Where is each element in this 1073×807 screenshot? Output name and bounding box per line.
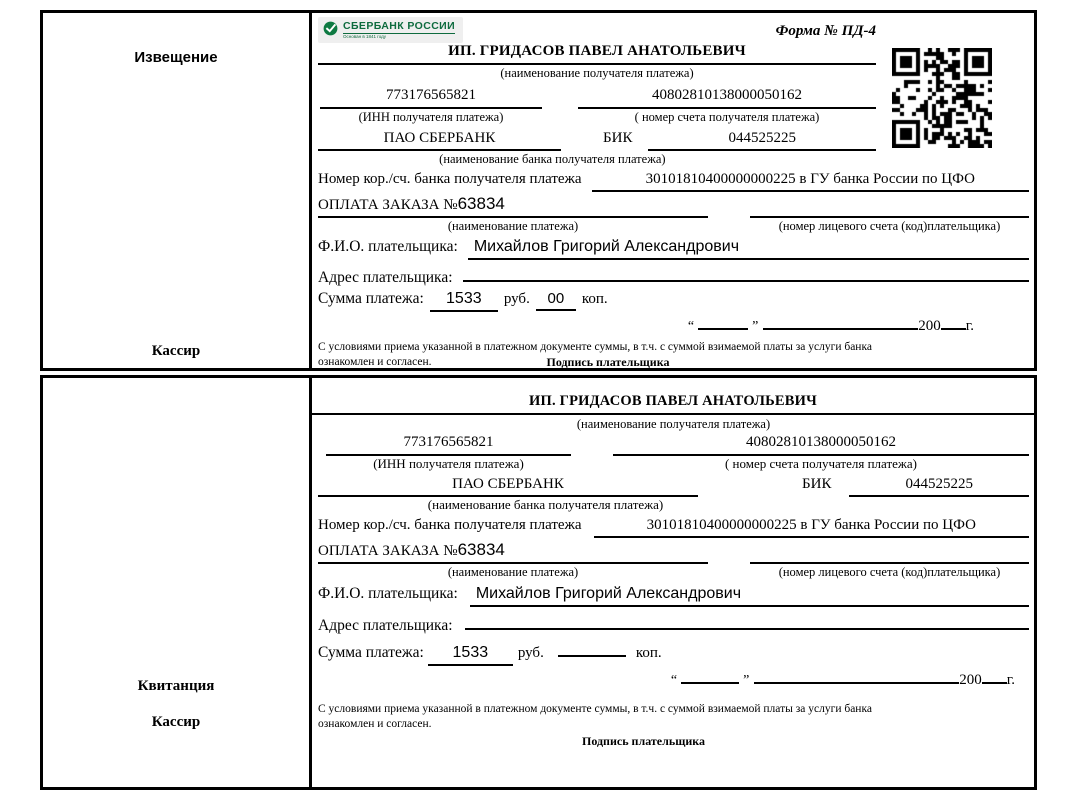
order-number: 63834 [457, 540, 505, 559]
date-year-suffix: г. [965, 318, 974, 334]
payment-name-hint: (наименование платежа) [447, 219, 579, 233]
personal-account-field [750, 198, 1029, 218]
date-day-field [681, 667, 739, 684]
bik-label: БИК [802, 476, 832, 492]
payer-name-value: Михайлов Григорий Александрович [470, 585, 1029, 607]
payer-signature-label: Подпись плательщика [582, 734, 705, 748]
recipient-bank-value: ПАО СБЕРБАНК [318, 131, 561, 151]
bik-label: БИК [603, 130, 633, 146]
receipt-stub [43, 378, 312, 787]
payer-name-label: Ф.И.О. плательщика: [318, 238, 458, 255]
date-year-field [982, 667, 1007, 684]
date-year-field [941, 313, 966, 330]
payer-signature-label: Подпись плательщика [546, 355, 670, 369]
sberbank-logo-tagline: Основан в 1841 году [343, 34, 387, 39]
corr-account-label: Номер кор./сч. банка получателя платежа [318, 517, 582, 533]
qr-code [892, 48, 992, 148]
bank-name-hint: (наименование банка получателя платежа) [439, 152, 666, 166]
payment-name-hint: (наименование платежа) [447, 565, 579, 579]
amount-rub-value: 1533 [428, 644, 513, 666]
receipt-stub-title: Квитанция [137, 678, 215, 694]
notice-form [312, 13, 1034, 368]
date-quote-close: ” [743, 673, 750, 688]
payer-address-label: Адрес плательщика: [318, 617, 453, 634]
date-month-field [754, 667, 959, 684]
date-year-prefix: 200 [959, 672, 982, 688]
account-hint: ( номер счета получателя платежа) [724, 456, 918, 471]
kop-label: коп. [635, 645, 662, 661]
agreement-line1: С условиями приема указанной в платежном документе суммы, в т.ч. с суммой взимаемой платы за услуги банка [318, 703, 872, 715]
bik-value: 044525225 [648, 131, 876, 151]
recipient-account-value: 40802810138000050162 [613, 435, 1029, 456]
date-month-field [763, 313, 918, 330]
inn-hint: (ИНН получателя платежа) [358, 110, 504, 124]
payer-address-field [465, 611, 1029, 630]
receipt-cashier-label: Кассир [151, 714, 201, 730]
agreement-line1: С условиями приема указанной в платежном документе суммы, в т.ч. с суммой взимаемой платы за услуги банка [318, 341, 872, 353]
recipient-account-value: 40802810138000050162 [578, 88, 876, 109]
payer-address-label: Адрес плательщика: [318, 269, 453, 286]
recipient-name: ИП. ГРИДАСОВ ПАВЕЛ АНАТОЛЬЕВИЧ [312, 393, 1034, 415]
rub-label: руб. [503, 291, 530, 307]
payment-purpose-label: ОПЛАТА ЗАКАЗА № [318, 543, 458, 559]
corr-account-value: 30101810400000000225 в ГУ банка России по ЦФО [594, 518, 1029, 538]
corr-account-label: Номер кор./сч. банка получателя платежа [318, 171, 582, 187]
personal-account-hint: (номер лицевого счета (код)плательщика) [778, 219, 1001, 233]
recipient-name-hint: (наименование получателя платежа) [576, 417, 771, 431]
payer-name-label: Ф.И.О. плательщика: [318, 585, 458, 602]
amount-label: Сумма платежа: [318, 644, 424, 661]
sberbank-logo-text: СБЕРБАНК РОССИИ [343, 20, 456, 32]
date-quote-open: “ [670, 673, 678, 688]
recipient-inn-value: 773176565821 [326, 435, 571, 456]
bik-value: 044525225 [849, 477, 1029, 497]
recipient-inn-value: 773176565821 [320, 88, 542, 109]
payer-name-value: Михайлов Григорий Александрович [468, 238, 1029, 260]
agreement-line2: ознакомлен и согласен. [318, 356, 432, 368]
date-day-field [698, 313, 748, 330]
corr-account-value: 30101810400000000225 в ГУ банка России по ЦФО [592, 172, 1029, 192]
payer-address-field [463, 263, 1029, 282]
recipient-name-hint: (наименование получателя платежа) [500, 66, 694, 80]
amount-kop-value: 00 [536, 290, 576, 311]
sberbank-logo [318, 17, 463, 43]
kop-label: коп. [581, 291, 608, 307]
amount-kop-field [558, 639, 626, 657]
notice-cashier-label: Кассир [151, 343, 201, 359]
form-code: Форма № ПД-4 [775, 23, 876, 39]
amount-rub-value: 1533 [430, 290, 498, 312]
date-quote-close: ” [752, 319, 759, 334]
amount-label: Сумма платежа: [318, 290, 424, 307]
receipt-section [40, 375, 1037, 790]
personal-account-field [750, 544, 1029, 564]
personal-account-hint: (номер лицевого счета (код)плательщика) [778, 565, 1001, 579]
rub-label: руб. [517, 645, 544, 661]
recipient-bank-value: ПАО СБЕРБАНК [318, 477, 698, 497]
notice-stub-title: Извещение [134, 49, 218, 66]
date-quote-open: “ [687, 319, 695, 334]
payment-purpose-label: ОПЛАТА ЗАКАЗА № [318, 197, 458, 213]
date-year-prefix: 200 [918, 318, 941, 334]
receipt-form [312, 378, 1034, 787]
bank-name-hint: (наименование банка получателя платежа) [427, 497, 664, 512]
account-hint: ( номер счета получателя платежа) [634, 110, 820, 124]
sberbank-emblem-icon [323, 21, 338, 36]
order-number: 63834 [457, 194, 505, 213]
notice-stub [43, 13, 312, 368]
agreement-line2: ознакомлен и согласен. [318, 718, 432, 730]
recipient-name: ИП. ГРИДАСОВ ПАВЕЛ АНАТОЛЬЕВИЧ [318, 43, 876, 65]
date-year-suffix: г. [1006, 672, 1015, 688]
inn-hint: (ИНН получателя платежа) [373, 456, 524, 471]
notice-section [40, 10, 1037, 371]
